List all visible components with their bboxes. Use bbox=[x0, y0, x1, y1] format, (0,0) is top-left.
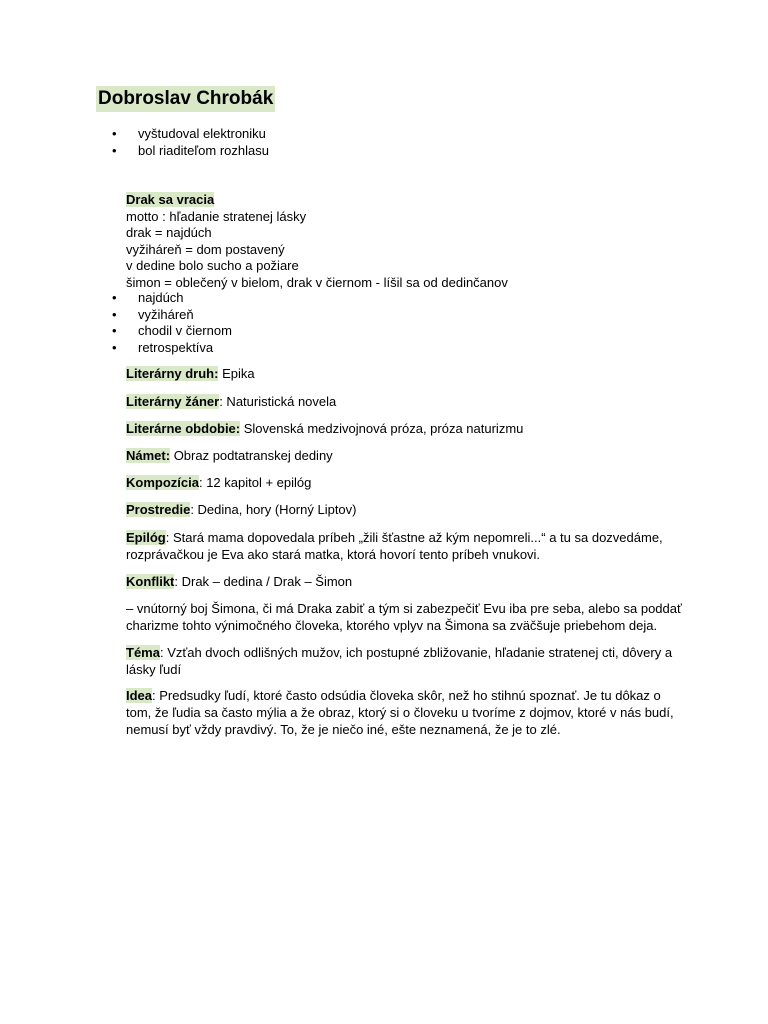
list-item-text: retrospektíva bbox=[138, 339, 214, 355]
field-value: : 12 kapitol + epilóg bbox=[198, 475, 312, 490]
bio-list bbox=[112, 126, 269, 159]
field-label: Konflikt bbox=[126, 574, 175, 589]
field-label: Literárny žáner bbox=[126, 394, 220, 409]
paragraph-literarny-zaner bbox=[126, 394, 686, 411]
bullet-icon: • bbox=[112, 142, 117, 158]
paragraph-prostredie bbox=[126, 502, 686, 519]
list-item-text: vyštudoval elektroniku bbox=[138, 126, 266, 141]
drak-section bbox=[126, 192, 508, 291]
page-title: Dobroslav Chrobák bbox=[96, 86, 275, 112]
list-item bbox=[112, 290, 232, 307]
paragraph-idea bbox=[126, 688, 686, 738]
field-label: Kompozícia bbox=[126, 475, 199, 490]
bullet-icon: • bbox=[112, 306, 117, 322]
field-value: : Stará mama dopovedala príbeh „žili šťastne až kým nepomreli...“ a tu sa dozvedáme, rozprávačkou je Eva ako stará matka, ktorá hovorí tento príbeh vnukovi. bbox=[126, 530, 663, 562]
field-value: : Vzťah dvoch odlišných mužov, ich postupné zbližovanie, hľadanie stratenej cti, dôvery a lásky ľudí bbox=[126, 645, 673, 677]
paragraph-kompozicia bbox=[126, 475, 686, 492]
field-label: Epilóg bbox=[126, 530, 166, 545]
bullet-icon: • bbox=[112, 339, 117, 355]
paragraph-konflikt bbox=[126, 574, 686, 591]
field-value: Epika bbox=[218, 366, 255, 381]
field-label: Námet: bbox=[126, 448, 171, 463]
paragraph-literarne-obdobie bbox=[126, 421, 686, 438]
list-item bbox=[112, 126, 269, 143]
field-label: Idea bbox=[126, 688, 153, 703]
paragraph-namet bbox=[126, 448, 686, 465]
field-value: : Naturistická novela bbox=[219, 394, 337, 409]
list-item bbox=[112, 323, 232, 340]
paragraph-konflikt-detail bbox=[126, 601, 686, 635]
field-value: : Predsudky ľudí, ktoré často odsúdia človeka skôr, než ho stihnú spoznať. Je tu dôkaz o tom, že ľudia sa často mýlia a že obraz, ktorý si o človeku u tvoríme z dojmov, ktoré v nás budí, nemusí byť vždy pravdivý. To, že je niečo iné, ešte neznamená, že je to zlé. bbox=[126, 688, 674, 737]
list-item bbox=[112, 143, 269, 160]
list-item bbox=[112, 307, 232, 324]
drak-bullet-list bbox=[112, 290, 232, 356]
section-heading: Drak sa vracia bbox=[126, 192, 215, 207]
field-label: Literárne obdobie: bbox=[126, 421, 241, 436]
bullet-icon: • bbox=[112, 126, 117, 141]
drak-line: šimon = oblečený v bielom, drak v čiernom - líšil sa od dedinčanov bbox=[126, 274, 508, 290]
paragraph-literarny-druh bbox=[126, 366, 686, 383]
field-label: Téma bbox=[126, 645, 160, 660]
field-value: Slovenská medzivojnová próza, próza naturizmu bbox=[240, 421, 524, 436]
drak-line: motto : hľadanie stratenej lásky bbox=[126, 208, 307, 224]
drak-line: vyžiháreň = dom postavený bbox=[126, 241, 285, 257]
field-label: Prostredie bbox=[126, 502, 191, 517]
drak-line: drak = najdúch bbox=[126, 225, 212, 240]
field-value: : Drak – dedina / Drak – Šimon bbox=[174, 574, 353, 589]
list-item-text: najdúch bbox=[138, 290, 184, 305]
list-item bbox=[112, 340, 232, 357]
bullet-icon: • bbox=[112, 290, 117, 305]
list-item-text: bol riaditeľom rozhlasu bbox=[138, 142, 269, 158]
list-item-text: chodil v čiernom bbox=[138, 323, 232, 338]
field-value: – vnútorný boj Šimona, či má Draka zabiť a tým si zabezpečiť Evu iba pre seba, alebo sa poddať charizme tohto výnimočného človeka, ktorého vplyv na Šimona sa zväčšuje priebehom deja. bbox=[126, 601, 682, 633]
drak-line: v dedine bolo sucho a požiare bbox=[126, 258, 299, 273]
field-label: Literárny druh: bbox=[126, 366, 219, 381]
paragraph-epilog bbox=[126, 530, 686, 564]
field-value: Obraz podtatranskej dediny bbox=[170, 448, 333, 463]
bullet-icon: • bbox=[112, 323, 117, 338]
paragraph-tema bbox=[126, 645, 686, 679]
list-item-text: vyžiháreň bbox=[138, 306, 194, 322]
field-value: : Dedina, hory (Horný Liptov) bbox=[190, 502, 357, 517]
